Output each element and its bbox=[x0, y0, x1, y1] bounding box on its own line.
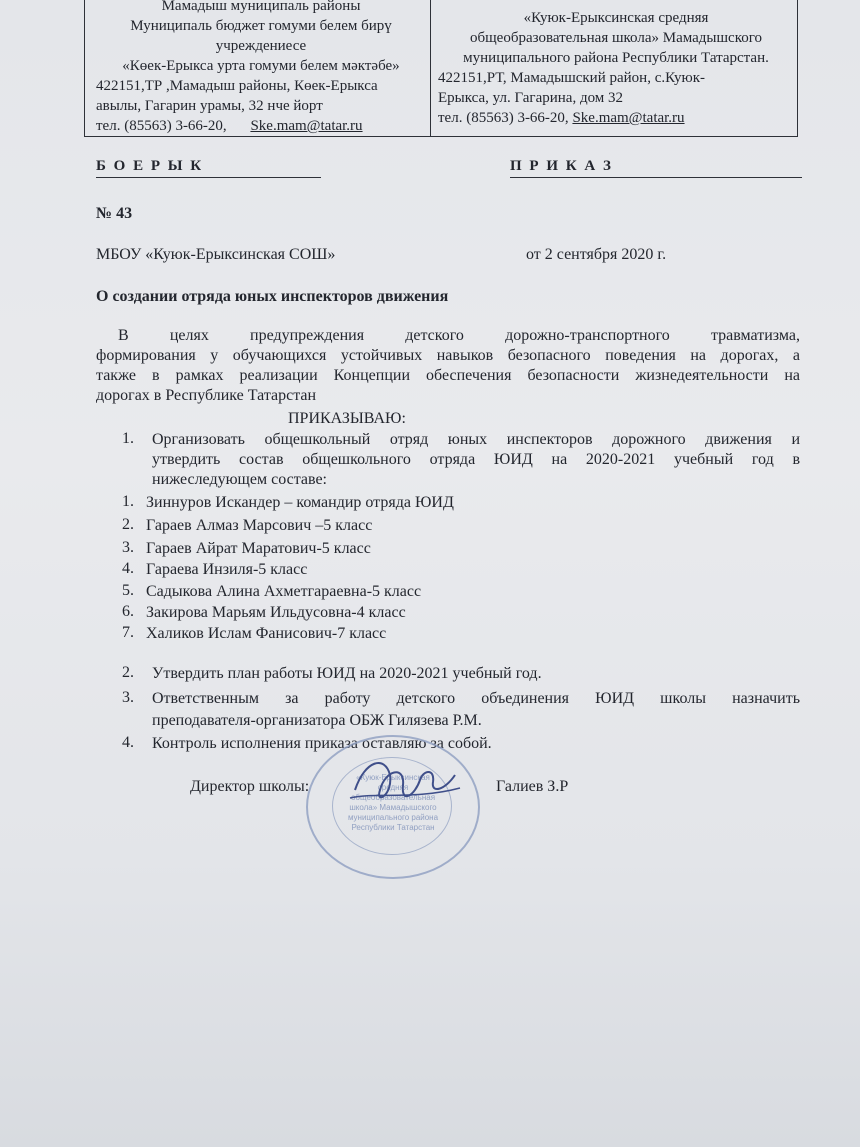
title-prikaz: П Р И К А З bbox=[510, 158, 613, 174]
signoff-label: Директор школы: bbox=[190, 778, 310, 795]
stamp-line: Республики Татарстан bbox=[351, 823, 435, 832]
header-right-line: Ерыкса, ул. Гагарина, дом 32 bbox=[438, 90, 624, 106]
intro-line: формирования у обучающихся устойчивых навыков безопасного поведения на дорогах, а bbox=[96, 347, 800, 364]
header-right-russian bbox=[438, 0, 794, 128]
stamp-line: общеобразовательная bbox=[350, 793, 436, 802]
title-underline-right bbox=[510, 177, 802, 178]
member-number: 3. bbox=[122, 539, 134, 556]
header-left-phone: тел. (85563) 3-66-20, bbox=[96, 118, 227, 134]
intro-line: дорогах в Республике Татарстан bbox=[96, 387, 317, 404]
header-right-email[interactable]: Ske.mam@tatar.ru bbox=[572, 110, 685, 126]
point-3-line: Ответственным за работу детского объединения ЮИД школы назначить bbox=[152, 690, 800, 707]
stamp-line: «Куюк-Ерыксинская bbox=[356, 773, 430, 782]
title-boeryk: Б О Е Р Ы К bbox=[96, 158, 204, 174]
point-number: 4. bbox=[122, 734, 134, 751]
header-left-line: учреждениесе bbox=[215, 38, 307, 54]
stamp-line: школа» Мамадышского bbox=[349, 803, 437, 812]
member-item: Гараева Инзиля-5 класс bbox=[146, 561, 308, 578]
point-number: 3. bbox=[122, 689, 134, 706]
title-underline-left bbox=[96, 177, 321, 178]
order-date: от 2 сентября 2020 г. bbox=[526, 246, 667, 263]
point-3-line: преподавателя-организатора ОБЖ Гилязева Р.М. bbox=[152, 712, 482, 729]
header-left-email[interactable]: Ske.mam@tatar.ru bbox=[250, 118, 363, 134]
header-left-tatar bbox=[96, 0, 426, 136]
member-number: 2. bbox=[122, 516, 134, 533]
title-row bbox=[84, 156, 802, 178]
header-right-line: 422151,РТ, Мамадышский район, с.Куюк- bbox=[438, 70, 705, 86]
header-right-line: «Куюк-Ерыксинская средняя bbox=[523, 10, 709, 26]
member-item: Гараев Алмаз Марсович –5 класс bbox=[146, 517, 373, 534]
header-right-line: общеобразовательная школа» Мамадышского bbox=[469, 30, 763, 46]
stamp-line: муниципального района bbox=[347, 813, 439, 822]
member-number: 7. bbox=[122, 624, 134, 641]
member-item: Зиннуров Искандер – командир отряда ЮИД bbox=[146, 494, 454, 511]
member-number: 1. bbox=[122, 493, 134, 510]
intro-line: также в рамках реализации Концепции обеспечения безопасности жизнедеятельности на bbox=[96, 367, 800, 384]
header-right-line: муниципального района Республики Татарстан. bbox=[463, 50, 769, 66]
member-item: Закирова Марьям Ильдусовна-4 класс bbox=[146, 604, 406, 621]
member-item: Халиков Ислам Фанисович-7 класс bbox=[146, 625, 387, 642]
order-heading: О создании отряда юных инспекторов движения bbox=[96, 288, 449, 305]
point-number: 1. bbox=[122, 430, 134, 447]
header-left-line: Муниципаль бюджет гомуми белем бирү bbox=[130, 18, 392, 34]
member-number: 5. bbox=[122, 582, 134, 599]
signature-icon bbox=[345, 750, 465, 820]
point-1-line: утвердить состав общешкольного отряда ЮИД на 2020-2021 учебный год в bbox=[152, 451, 800, 468]
order-word: ПРИКАЗЫВАЮ: bbox=[288, 410, 406, 427]
header-divider bbox=[430, 0, 431, 136]
point-4-text: Контроль исполнения приказа оставляю за собой. bbox=[152, 735, 492, 752]
header-left-contact bbox=[96, 116, 426, 136]
header-left-line: 422151,ТР ,Мамадыш районы, Көек-Ерыкса bbox=[96, 78, 378, 94]
stamp-line: средняя bbox=[377, 783, 409, 792]
point-1-line: Организовать общешкольный отряд юных инспекторов дорожного движения и bbox=[152, 431, 800, 448]
point-2-text: Утвердить план работы ЮИД на 2020-2021 учебный год. bbox=[152, 665, 542, 682]
school-name: МБОУ «Куюк-Ерыксинская СОШ» bbox=[96, 246, 336, 263]
point-1-line: нижеследующем составе: bbox=[152, 471, 327, 488]
member-number: 4. bbox=[122, 560, 134, 577]
header-left-line: «Көек-Ерыкса урта гомуми белем мәктәбе» bbox=[122, 58, 400, 74]
header-right-phone: тел. (85563) 3-66-20, bbox=[438, 110, 569, 126]
header-right-contact bbox=[438, 108, 794, 128]
point-number: 2. bbox=[122, 664, 134, 681]
signoff-name: Галиев З.Р bbox=[496, 778, 569, 795]
member-item: Гараев Айрат Маратович-5 класс bbox=[146, 540, 371, 557]
header-left-line: авылы, Гагарин урамы, 32 нче йорт bbox=[96, 98, 323, 114]
member-number: 6. bbox=[122, 603, 134, 620]
order-number: № 43 bbox=[96, 205, 133, 222]
header-left-line: Мамадыш муниципаль районы bbox=[161, 0, 361, 14]
member-item: Садыкова Алина Ахметгараевна-5 класс bbox=[146, 583, 422, 600]
intro-line: В целях предупреждения детского дорожно-транспортного травматизма, bbox=[118, 327, 800, 344]
